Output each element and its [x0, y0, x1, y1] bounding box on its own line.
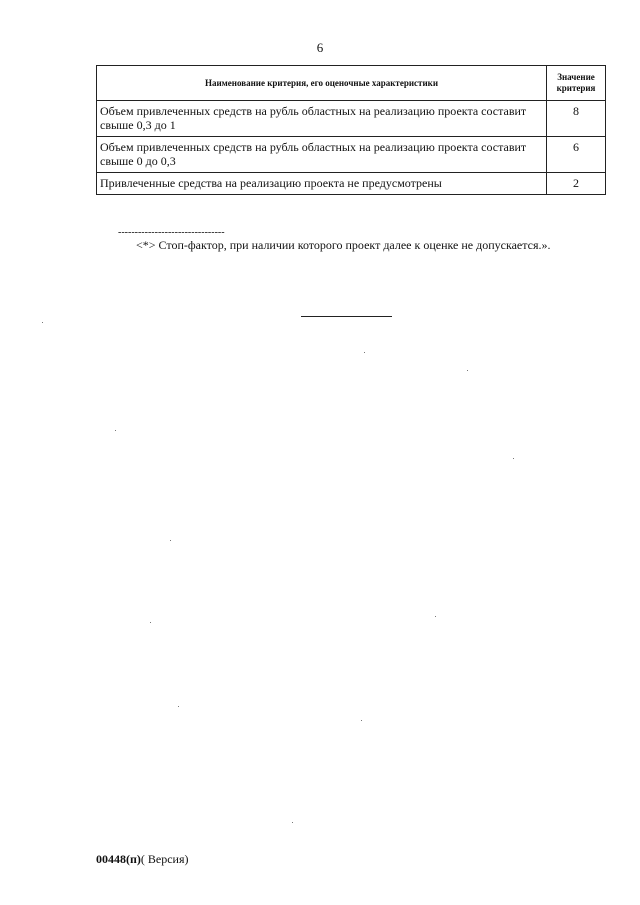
- scan-speck: [361, 720, 362, 721]
- table-row: [97, 137, 606, 173]
- scan-speck: [42, 322, 43, 323]
- table-header-row: [97, 66, 606, 101]
- scan-speck: [435, 616, 436, 617]
- scan-speck: [467, 370, 468, 371]
- criterion-value: 6: [547, 137, 606, 173]
- scan-speck: [150, 622, 151, 623]
- column-header-name: Наименование критерия, его оценочные характеристики: [97, 66, 547, 101]
- end-of-document-line: [301, 316, 392, 317]
- table-row: [97, 101, 606, 137]
- table-row: [97, 173, 606, 195]
- scan-speck: [364, 352, 365, 353]
- page-number: 6: [316, 40, 324, 55]
- criteria-table: [96, 65, 606, 195]
- document-version: ( Версия): [140, 852, 189, 866]
- criterion-value: 8: [547, 101, 606, 137]
- scan-speck: [513, 458, 514, 459]
- scan-speck: [178, 706, 179, 707]
- criterion-name: Объем привлеченных средств на рубль областных на реализацию проекта составит свыше 0,3 до 1: [97, 101, 547, 137]
- document-code: [96, 852, 189, 867]
- criterion-value: 2: [547, 173, 606, 195]
- scan-speck: [115, 430, 116, 431]
- scan-speck: [170, 540, 171, 541]
- footnote-separator: --------------------------------: [118, 227, 225, 238]
- footnote-text: <*> Стоп-фактор, при наличии которого проект далее к оценке не допускается.».: [136, 238, 551, 252]
- criterion-name: Привлеченные средства на реализацию проекта не предусмотрены: [97, 173, 547, 195]
- column-header-value: Значение критерия: [547, 66, 606, 101]
- criterion-name: Объем привлеченных средств на рубль областных на реализацию проекта составит свыше 0 до 0,3: [97, 137, 547, 173]
- scan-speck: [292, 822, 293, 823]
- document-number: 00448(п): [96, 852, 141, 866]
